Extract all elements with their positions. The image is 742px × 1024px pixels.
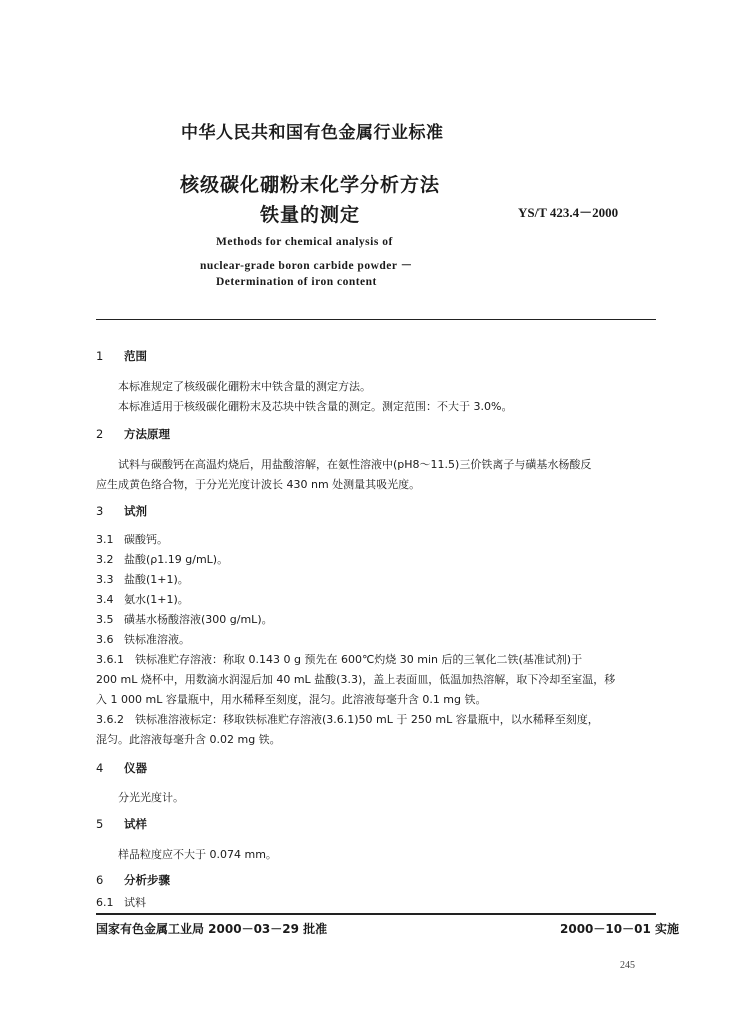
section-2-paragraph-line2: 应生成黄色络合物，于分光光度计波长 430 nm 处测量其吸光度。 bbox=[96, 478, 421, 491]
section-4-paragraph: 分光光度计。 bbox=[118, 791, 184, 804]
approval-date: 国家有色金属工业局 2000－03－29 批准 bbox=[96, 922, 328, 936]
industry-standard-heading: 中华人民共和国有色金属行业标准 bbox=[181, 123, 444, 143]
section-5-paragraph: 样品粒度应不大于 0.074 mm。 bbox=[118, 848, 277, 861]
section-1-heading bbox=[96, 348, 147, 364]
section-2-heading bbox=[96, 426, 170, 442]
reagent-item-text: 氨水(1+1)。 bbox=[124, 593, 189, 606]
title-english-line2: nuclear-grade boron carbide powder － bbox=[200, 260, 413, 272]
section-1-paragraph-1: 本标准规定了核级碳化硼粉末中铁含量的测定方法。 bbox=[118, 380, 371, 393]
section-6-1-number: 6.1 bbox=[96, 896, 114, 909]
section-2-title: 方法原理 bbox=[124, 427, 170, 441]
section-3-6-1-line3: 入 1 000 mL 容量瓶中，用水稀释至刻度，混匀。此溶液每毫升含 0.1 mg 铁。 bbox=[96, 693, 487, 706]
section-3-6-1-line1: 3.6.1 铁标准贮存溶液：称取 0.143 0 g 预先在 600℃灼烧 30 min 后的三氧化二铁(基准试剂)于 bbox=[96, 653, 583, 666]
section-3-6-2-line2: 混匀。此溶液每毫升含 0.02 mg 铁。 bbox=[96, 733, 281, 746]
section-1-paragraph-2: 本标准适用于核级碳化硼粉末及芯块中铁含量的测定。测定范围：不大于 3.0%。 bbox=[118, 400, 513, 413]
section-6-number: 6 bbox=[96, 873, 104, 887]
header-divider bbox=[96, 319, 656, 320]
section-6-1-heading bbox=[96, 894, 146, 910]
section-5-heading bbox=[96, 816, 147, 832]
section-3-heading bbox=[96, 503, 147, 519]
reagent-item-number: 3.5 bbox=[96, 613, 114, 626]
section-2-number: 2 bbox=[96, 427, 104, 441]
reagent-item bbox=[96, 611, 273, 627]
section-6-heading bbox=[96, 872, 170, 888]
reagent-item-number: 3.3 bbox=[96, 573, 114, 586]
section-6-1-title: 试料 bbox=[124, 896, 146, 909]
section-5-number: 5 bbox=[96, 817, 104, 831]
reagent-item-number: 3.2 bbox=[96, 553, 114, 566]
section-3-6-1-line2: 200 mL 烧杯中，用数滴水润湿后加 40 mL 盐酸(3.3)，盖上表面皿，低温加热溶解，取下冷却至室温，移 bbox=[96, 673, 616, 686]
section-3-number: 3 bbox=[96, 504, 104, 518]
section-2-paragraph-line1: 试料与碳酸钙在高温灼烧后，用盐酸溶解，在氨性溶液中(pH8～11.5)三价铁离子与磺基水杨酸反 bbox=[118, 458, 592, 471]
section-1-title: 范围 bbox=[124, 349, 147, 363]
section-1-number: 1 bbox=[96, 349, 104, 363]
reagent-item bbox=[96, 631, 190, 647]
reagent-item-number: 3.6 bbox=[96, 633, 114, 646]
reagent-item-text: 磺基水杨酸溶液(300 g/mL)。 bbox=[124, 613, 273, 626]
footer-divider bbox=[96, 913, 656, 915]
section-4-title: 仪器 bbox=[124, 761, 147, 775]
reagent-item bbox=[96, 591, 189, 607]
section-4-number: 4 bbox=[96, 761, 104, 775]
section-3-title: 试剂 bbox=[124, 504, 147, 518]
section-3-6-2-line1: 3.6.2 铁标准溶液标定：移取铁标准贮存溶液(3.6.1)50 mL 于 250 mL 容量瓶中，以水稀释至刻度， bbox=[96, 713, 599, 726]
reagent-item-text: 盐酸(ρ1.19 g/mL)。 bbox=[124, 553, 229, 566]
section-5-title: 试样 bbox=[124, 817, 147, 831]
title-chinese-line2: 铁量的测定 bbox=[260, 204, 361, 226]
page-number: 245 bbox=[620, 960, 635, 971]
reagent-item-text: 碳酸钙。 bbox=[124, 533, 168, 546]
section-4-heading bbox=[96, 760, 147, 776]
title-english-line1: Methods for chemical analysis of bbox=[216, 236, 393, 248]
standard-code: YS/T 423.4－2000 bbox=[518, 205, 619, 220]
title-chinese-line1: 核级碳化硼粉末化学分析方法 bbox=[180, 174, 441, 196]
reagent-item-number: 3.4 bbox=[96, 593, 114, 606]
effective-date: 2000－10－01 实施 bbox=[560, 922, 679, 936]
title-english-line3: Determination of iron content bbox=[216, 276, 377, 288]
reagent-item bbox=[96, 571, 189, 587]
reagent-item bbox=[96, 551, 228, 567]
reagent-item-text: 铁标准溶液。 bbox=[124, 633, 190, 646]
reagent-item-number: 3.1 bbox=[96, 533, 114, 546]
reagent-item-text: 盐酸(1+1)。 bbox=[124, 573, 189, 586]
reagent-item bbox=[96, 531, 168, 547]
section-6-title: 分析步骤 bbox=[124, 873, 170, 887]
